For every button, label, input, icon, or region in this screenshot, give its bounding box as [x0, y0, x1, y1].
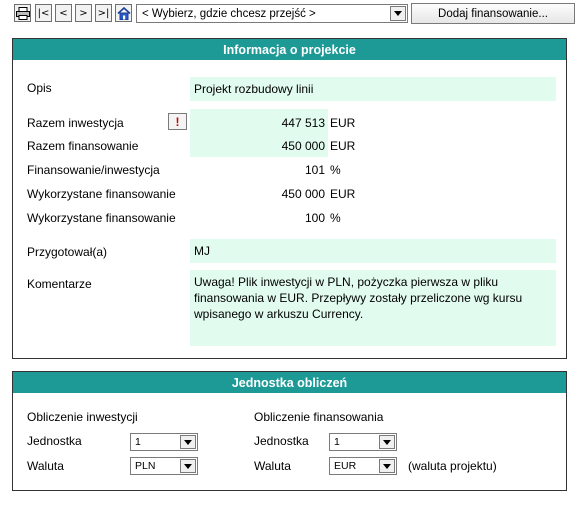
total-financing-label: Razem finansowanie: [27, 139, 139, 153]
investment-currency-select[interactable]: [130, 457, 198, 475]
financing-currency-value: EUR: [334, 460, 357, 472]
used-financing-label: Wykorzystane finansowanie: [27, 187, 176, 201]
used-financing-pct-unit: %: [330, 211, 341, 225]
investment-currency-value: PLN: [135, 460, 156, 472]
description-label: Opis: [27, 81, 52, 95]
investment-unit-select[interactable]: [130, 433, 198, 451]
first-icon[interactable]: |<: [35, 4, 52, 22]
total-financing-value: 450 000: [281, 139, 325, 153]
toolbar: [0, 0, 580, 28]
warning-icon[interactable]: !: [168, 113, 187, 130]
navigation-select[interactable]: [136, 4, 408, 23]
financing-unit-label: Jednostka: [254, 434, 309, 448]
add-financing-button[interactable]: Dodaj finansowanie...: [411, 3, 575, 24]
financing-currency-label: Waluta: [254, 459, 291, 473]
chevron-down-icon[interactable]: [180, 435, 196, 449]
used-financing-pct-value: 100: [304, 211, 325, 225]
financing-ratio-value: 101: [304, 163, 325, 177]
investment-unit-label: Jednostka: [27, 434, 82, 448]
calculation-unit-title: Jednostka obliczeń: [13, 372, 566, 393]
total-financing-unit: EUR: [330, 139, 356, 153]
chevron-down-icon[interactable]: [379, 435, 395, 449]
used-financing-unit: EUR: [330, 187, 356, 201]
print-icon[interactable]: [14, 4, 31, 22]
description-field[interactable]: Projekt rozbudowy linii: [190, 77, 556, 101]
last-icon[interactable]: >|: [95, 4, 112, 22]
prepared-by-label: Przygotował(a): [27, 245, 108, 259]
financing-unit-select[interactable]: [329, 433, 397, 451]
total-investment-label: Razem inwestycja: [27, 116, 124, 130]
next-icon[interactable]: >: [75, 4, 92, 22]
chevron-down-icon[interactable]: [379, 459, 395, 473]
used-financing-value: 450 000: [281, 187, 325, 201]
chevron-down-icon[interactable]: [390, 6, 406, 21]
investment-currency-label: Waluta: [27, 459, 64, 473]
financing-calc-heading: Obliczenie finansowania: [254, 410, 384, 424]
project-info-title: Informacja o projekcie: [13, 39, 566, 60]
comments-field[interactable]: Uwaga! Plik inwestycji w PLN, pożyczka pierwsza w pliku finansowania w EUR. Przepływy zostały przeliczone wg kursu wpisanego w arkuszu Currency.: [190, 270, 556, 346]
prepared-by-field[interactable]: MJ: [190, 239, 556, 263]
comments-label: Komentarze: [27, 277, 92, 291]
home-icon[interactable]: [115, 4, 132, 22]
project-info-panel: [12, 38, 567, 359]
financing-currency-select[interactable]: [329, 457, 397, 475]
project-currency-note: (waluta projektu): [408, 459, 497, 473]
financing-unit-value: 1: [334, 436, 340, 448]
financing-ratio-label: Finansowanie/inwestycja: [27, 163, 160, 177]
prev-icon[interactable]: <: [55, 4, 72, 22]
investment-unit-value: 1: [135, 436, 141, 448]
total-investment-value: 447 513: [281, 116, 325, 130]
total-investment-unit: EUR: [330, 116, 356, 130]
chevron-down-icon[interactable]: [180, 459, 196, 473]
financing-ratio-unit: %: [330, 163, 341, 177]
investment-calc-heading: Obliczenie inwestycji: [27, 410, 138, 424]
calculation-unit-panel: [12, 371, 567, 491]
navigation-select-value: < Wybierz, gdzie chcesz przejść >: [142, 7, 316, 20]
used-financing-pct-label: Wykorzystane finansowanie: [27, 211, 176, 225]
